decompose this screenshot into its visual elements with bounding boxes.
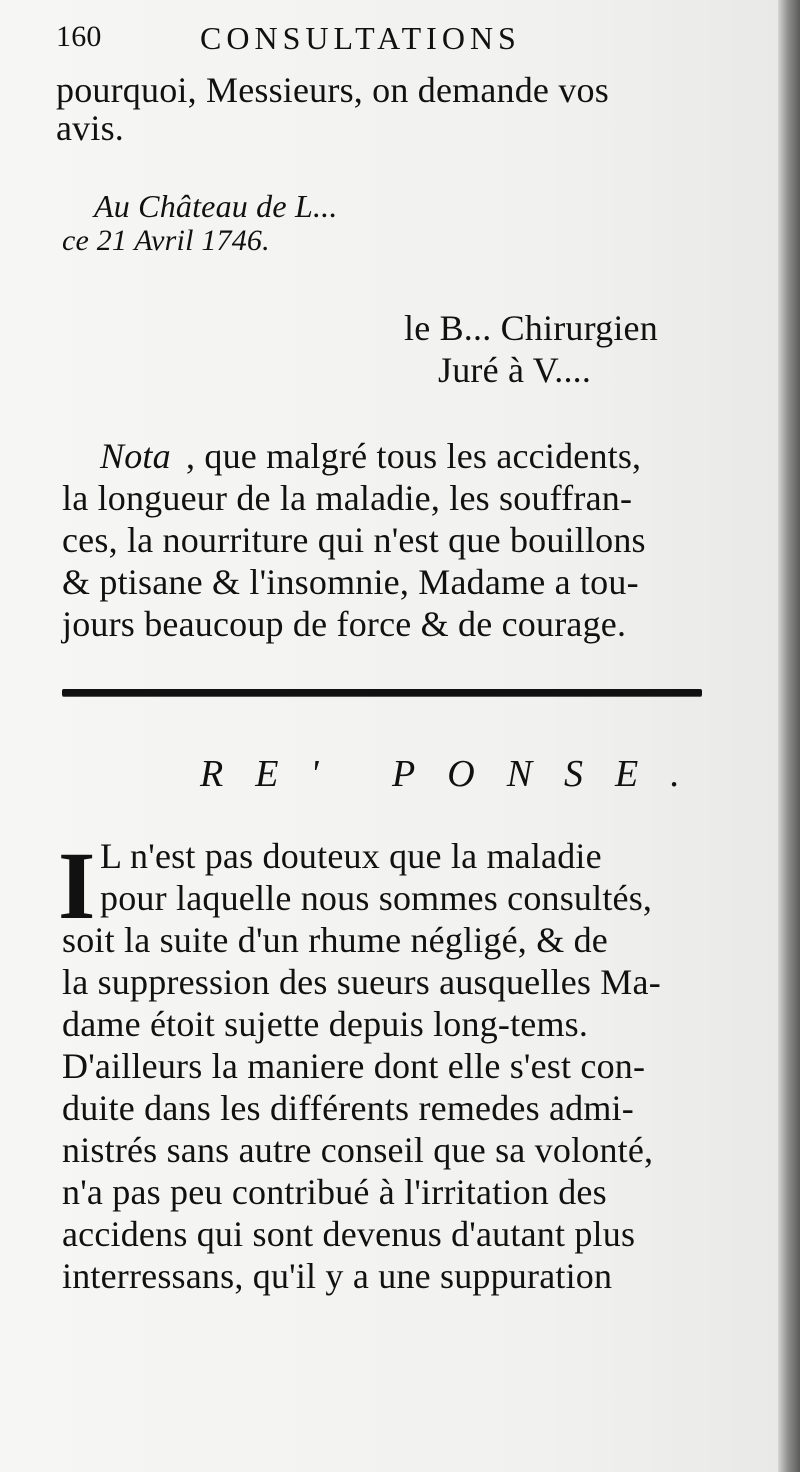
response-line: L n'est pas douteux que la maladie xyxy=(100,836,602,876)
nota-line: jours beaucoup de force & de courage. xyxy=(62,604,627,644)
response-line: duite dans les différents remedes admi- xyxy=(62,1088,634,1128)
section-rule xyxy=(62,689,702,696)
nota-label: Nota xyxy=(100,436,171,476)
page-number: 160 xyxy=(56,20,102,53)
signature-line: le B... Chirurgien xyxy=(404,308,658,348)
running-title: CONSULTATIONS xyxy=(200,20,521,56)
response-line: soit la suite d'un rhume négligé, & de xyxy=(62,920,608,960)
date-line: ce 21 Avril 1746. xyxy=(62,224,270,257)
nota-line: la longueur de la maladie, les souffran- xyxy=(62,478,633,518)
response-line: accidens qui sont devenus d'autant plus xyxy=(62,1214,636,1254)
signature-line: Juré à V.... xyxy=(438,350,592,390)
text-line: pourquoi, Messieurs, on demande vos xyxy=(56,70,609,110)
response-line: la suppression des sueurs ausquelles Ma- xyxy=(62,962,661,1002)
nota-line: ces, la nourriture qui n'est que bouillons xyxy=(62,520,646,560)
place-line: Au Château de L... xyxy=(94,188,338,224)
response-line: n'a pas peu contribué à l'irritation des xyxy=(62,1172,607,1212)
response-line: nistrés sans autre conseil que sa volonté, xyxy=(62,1130,654,1170)
nota-line: , que malgré tous les accidents, xyxy=(186,436,642,476)
response-heading: RE' PONSE. xyxy=(200,753,712,795)
text-line: avis. xyxy=(56,108,124,148)
drop-cap: I xyxy=(58,832,96,939)
response-line: dame étoit sujette depuis long-tems. xyxy=(62,1004,589,1044)
response-line: pour laquelle nous sommes consultés, xyxy=(100,878,653,918)
nota-line: & ptisane & l'insomnie, Madame a tou- xyxy=(62,562,639,602)
book-gutter xyxy=(778,0,800,1472)
response-line: interressans, qu'il y a une suppuration xyxy=(62,1256,613,1296)
response-line: D'ailleurs la maniere dont elle s'est con- xyxy=(62,1046,646,1086)
